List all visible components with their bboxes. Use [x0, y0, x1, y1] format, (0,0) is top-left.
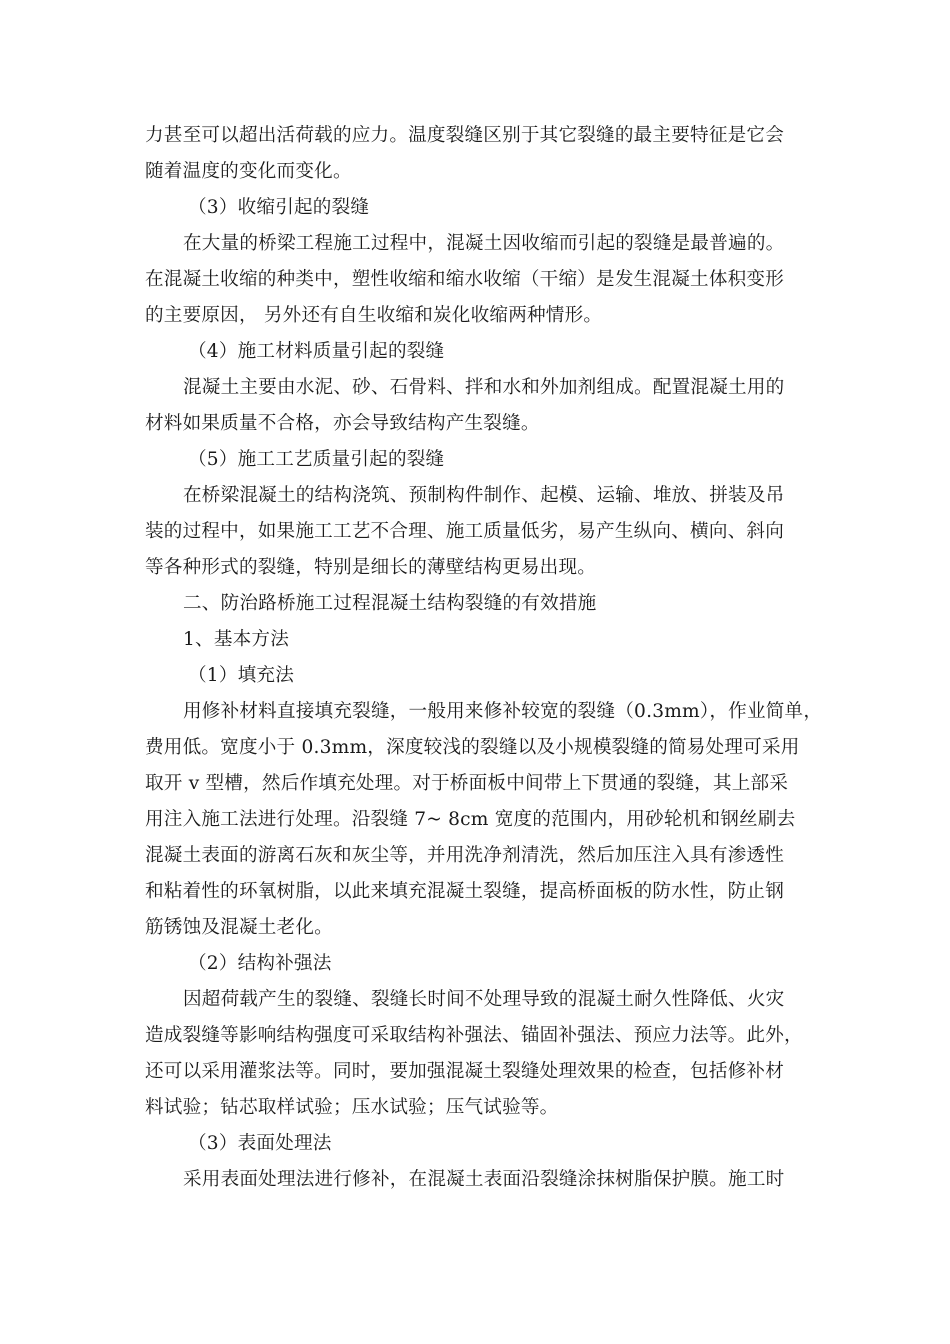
- text-line: 力甚至可以超出活荷载的应力。温度裂缝区别于其它裂缝的最主要特征是它会: [145, 125, 784, 146]
- section-heading: （2）结构补强法: [188, 953, 332, 974]
- paragraph-first-line: 采用表面处理法进行修补，在混凝土表面沿裂缝涂抹树脂保护膜。施工时: [183, 1169, 785, 1190]
- chapter-heading: 二、防治路桥施工过程混凝土结构裂缝的有效措施: [183, 593, 597, 614]
- paragraph-first-line: 在大量的桥梁工程施工过程中，混凝土因收缩而引起的裂缝是最普遍的。: [183, 233, 785, 254]
- text-line: 等各种形式的裂缝，特别是细长的薄壁结构更易出现。: [145, 557, 597, 578]
- text-line: 材料如果质量不合格，亦会导致结构产生裂缝。: [145, 413, 540, 434]
- text-line: 混凝土表面的游离石灰和灰尘等，并用洗净剂清洗，然后加压注入具有渗透性: [145, 845, 784, 866]
- section-heading: （5）施工工艺质量引起的裂缝: [188, 449, 445, 470]
- text-line: 筋锈蚀及混凝土老化。: [145, 917, 333, 938]
- document-body: [145, 118, 823, 1198]
- text-line: 费用低。宽度小于 0.3mm，深度较浅的裂缝以及小规模裂缝的简易处理可采用: [145, 737, 800, 758]
- paragraph-first-line: 因超荷载产生的裂缝、裂缝长时间不处理导致的混凝土耐久性降低、火灾: [183, 989, 785, 1010]
- text-line: 取开 v 型槽，然后作填充处理。对于桥面板中间带上下贯通的裂缝，其上部采: [145, 773, 789, 794]
- section-heading: （3）收缩引起的裂缝: [188, 197, 370, 218]
- text-line: 和粘着性的环氧树脂，以此来填充混凝土裂缝，提高桥面板的防水性，防止钢: [145, 881, 784, 902]
- text-line: 还可以采用灌浆法等。同时，要加强混凝土裂缝处理效果的检查，包括修补材: [145, 1061, 784, 1082]
- text-line: 装的过程中，如果施工工艺不合理、施工质量低劣，易产生纵向、横向、斜向: [145, 521, 784, 542]
- text-line: 在混凝土收缩的种类中，塑性收缩和缩水收缩（干缩）是发生混凝土体积变形: [145, 269, 784, 290]
- section-heading: （4）施工材料质量引起的裂缝: [188, 341, 445, 362]
- text-line: 的主要原因， 另外还有自生收缩和炭化收缩两种情形。: [145, 305, 603, 326]
- paragraph-first-line: 在桥梁混凝土的结构浇筑、预制构件制作、起模、运输、堆放、拼装及吊: [183, 485, 785, 506]
- text-line: 随着温度的变化而变化。: [145, 161, 352, 182]
- text-line: 造成裂缝等影响结构强度可采取结构补强法、锚固补强法、预应力法等。此外，: [145, 1025, 803, 1046]
- text-line: 料试验；钻芯取样试验；压水试验；压气试验等。: [145, 1097, 559, 1118]
- section-heading: （3）表面处理法: [188, 1133, 332, 1154]
- paragraph-first-line: 混凝土主要由水泥、砂、石骨料、拌和水和外加剂组成。配置混凝土用的: [183, 377, 785, 398]
- paragraph-first-line: 用修补材料直接填充裂缝，一般用来修补较宽的裂缝（0.3mm），作业简单，: [183, 701, 823, 722]
- text-line: 用注入施工法进行处理。沿裂缝 7~ 8cm 宽度的范围内，用砂轮机和钢丝刷去: [145, 809, 796, 830]
- section-heading: （1）填充法: [188, 665, 294, 686]
- subsection-heading: 1、基本方法: [183, 629, 289, 650]
